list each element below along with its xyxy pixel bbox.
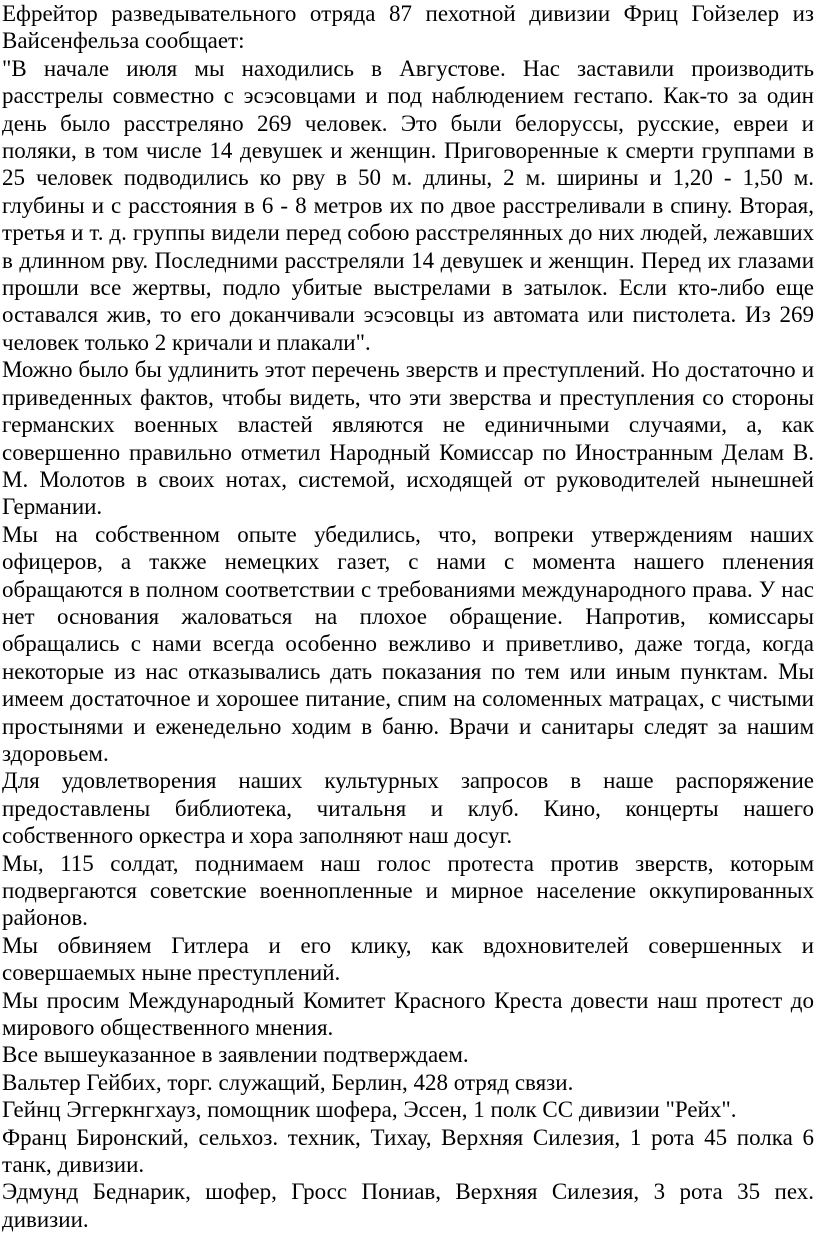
paragraph-request: Мы просим Международный Комитет Красного Креста довести наш протест до мирового общественного мнения. xyxy=(2,987,814,1041)
signatory-line: Вальтер Гейбих, торг. служащий, Берлин, 428 отряд связи. xyxy=(2,1069,574,1095)
signatory-line: Франц Биронский, сельхоз. техник, Тихау, Верхняя Силезия, 1 рота 45 полка 6 танк, дивизии. xyxy=(2,1124,814,1178)
signatory-line: Эдмунд Беднарик, шофер, Гросс Пониав, Верхняя Силезия, 3 рота 35 пех. дивизии. xyxy=(2,1179,814,1232)
paragraph-confirmation: Все вышеуказанное в заявлении подтверждаем. xyxy=(2,1042,469,1068)
signatory-line: Гейнц Эггеркнгхауз, помощник шофера, Эссен, 1 полк СС дивизии "Рейх". xyxy=(2,1097,737,1123)
paragraph-culture: Для удовлетворения наших культурных запросов в наше распоряжение предоставлены библиотека, читальня и клуб. Кино, концерты нашего собственного оркестра и хора заполняют наш досуг. xyxy=(2,768,814,849)
paragraph-intro: Ефрейтор разведывательного отряда 87 пехотной дивизии Фриц Гойзелер из Вайсенфельза сообщает: xyxy=(2,1,814,54)
paragraph-treatment: Мы на собственном опыте убедились, что, вопреки утверждениям наших офицеров, а также немецких газет, с нами с момента нашего пленения обращаются в полном соответствии с требованиями международного права. У нас нет основания жаловаться на плохое обращение. Напротив, комиссары обращались с нами всегда особенно вежливо и приветливо, даже тогда, когда некоторые из нас отказывались дать показания по тем или иным пунктам. Мы имеем достаточное и хорошее питание, спим на соломенных матрацах, с чистыми простынями и еженедельно ходим в баню. Врачи и санитары следят за нашим здоровьем. xyxy=(2,521,814,766)
paragraph-protest: Мы, 115 солдат, поднимаем наш голос протеста против зверств, которым подвергаются советские военнопленные и мирное население оккупированных районов. xyxy=(2,850,814,931)
paragraph-accusation: Мы обвиняем Гитлера и его клику, как вдохновителей совершенных и совершаемых ныне преступлений. xyxy=(2,932,814,986)
paragraph-testimony: "В начале июля мы находились в Августове. Нас заставили производить расстрелы совместно с эсэсовцами и под наблюдением гестапо. Как-то за один день было расстреляно 269 человек. Это были белоруссы, русские, евреи и поляки, в том числе 14 девушек и женщин. Приговоренные к смерти группами в 25 человек подводились ко рву в 50 м. длины, 2 м. ширины и 1,20 - 1,50 м. глубины и с расстояния в 6 - 8 метров их по двое расстреливали в спину. Вторая, третья и т. д. группы видели перед собою расстрелянных до них людей, лежавших в длинном рву. Последними расстреляли 14 девушек и женщин. Перед их глазами прошли все жертвы, подло убитые выстрелами в затылок. Если кто-либо еще оставался жив, то его доканчивали эсэсовцы из автомата или пистолета. Из 269 человек только 2 кричали и плакали". xyxy=(2,55,814,355)
paragraph-summary: Можно было бы удлинить этот перечень зверств и преступлений. Но достаточно и приведенных фактов, чтобы видеть, что эти зверства и преступления со стороны германских военных властей являются не единичными случаями, а, как совершенно правильно отметил Народный Комиссар по Иностранным Делам В. М. Молотов в своих нотах, системой, исходящей от руководителей нынешней Германии. xyxy=(2,357,814,520)
